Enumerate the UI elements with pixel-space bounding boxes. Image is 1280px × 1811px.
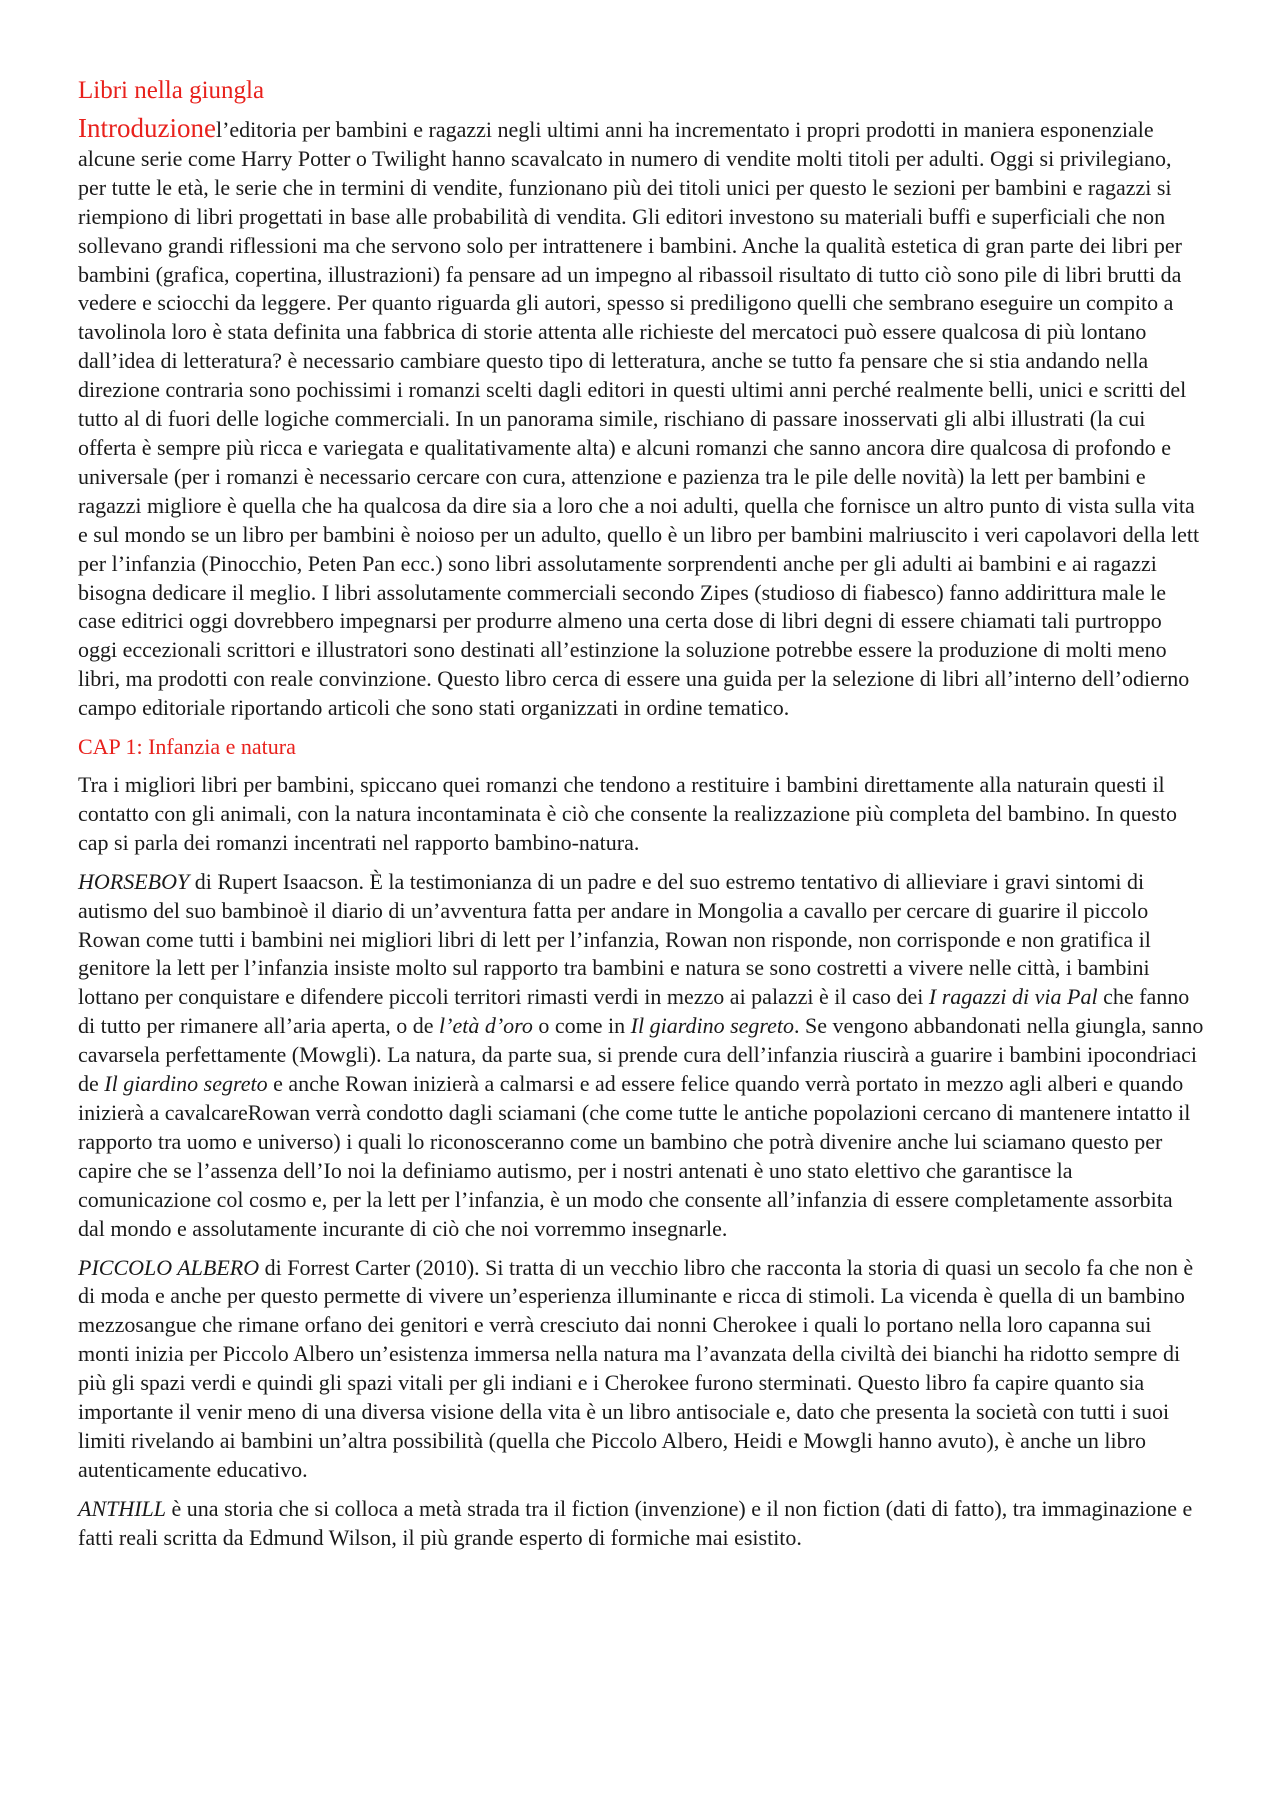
intro-text: l’editoria per bambini e ragazzi negli ultimi anni ha incrementato i propri prodotti in maniera esponenziale alcune serie come Harry Potter o Twilight hanno scavalcato in numero di vendite molti titoli per adulti. Oggi si privilegiano, per tutte le età, le serie che in termini di vendite, funzionano più dei titoli unici per questo le sezioni per bambini e ragazzi si riempiono di libri progettati in base alle probabilità di vendita. Gli editori investono su materiali buffi e superficiali che non sollevano grandi riflessioni ma che servono solo per intrattenere i bambini. Anche la qualità estetica di gran parte dei libri per bambini (grafica, copertina, illustrazioni) fa pensare ad un impegno al ribassoil risultato di tutto ciò sono pile di libri brutti da vedere e sciocchi da leggere. Per quanto riguarda gli autori, spesso si prediligono quelli che sembrano eseguire un compito a tavolinola loro è stata definita una fabbrica di storie attenta alle richieste del mercatoci può essere qualcosa di più lontano dall’idea di letteratura? è necessario cambiare questo tipo di letteratura, anche se tutto fa pensare che si stia andando nella direzione contraria sono pochissimi i romanzi scelti dagli editori in questi ultimi anni perché realmente belli, unici e scritti del tutto al di fuori delle logiche commerciali. In un panorama simile, rischiano di passare inosservati gli albi illustrati (la cui offerta è sempre più ricca e variegata e qualitativamente alta) e alcuni romanzi che sanno ancora dire qualcosa di profondo e universale (per i romanzi è necessario cercare con cura, attenzione e pazienza tra le pile delle novità) la lett per bambini e ragazzi migliore è quella che ha qualcosa da dire sia a loro che a noi adulti, quella che fornisce un altro punto di vista sulla vita e sul mondo se un libro per bambini è noioso per un adulto, quello è un libro per bambini malriuscito i veri capolavori della lett per l’infanzia (Pinocchio, Peten Pan ecc.) sono libri assolutamente sorprendenti anche per gli adulti ai bambini e ai ragazzi bisogna dedicare il meglio. I libri assolutamente commerciali secondo Zipes (studioso di fiabesco) fanno addirittura male le case editrici oggi dovrebbero impegnarsi per produrre almeno una certa dose di libri degni di essere chiamati tali purtroppo oggi eccezionali scrittori e illustratori sono destinati all’estinzione la soluzione potrebbe essere la produzione di molti meno libri, ma prodotti con reale convinzione. Questo libro cerca di essere una guida per la selezione di libri all’interno dell’odierno campo editoriale riportando articoli che sono stati organizzati in ordine tematico. bbox=[78, 117, 1200, 721]
anthill-title: ANTHILL bbox=[78, 1495, 167, 1521]
horseboy-text-4: . Se vengono abbandonati nella giungla, sanno cavarsela perfettamente (Mowgli). La natura, da parte sua, si prende cura dell’infanzia riuscirà a guarire i bambini ipocondriaci de bbox=[78, 1013, 1204, 1097]
ref-eta-doro: l’età d’oro bbox=[439, 1013, 533, 1039]
horseboy-title: HORSEBOY bbox=[78, 868, 190, 894]
piccolo-albero-text: di Forrest Carter (2010). Si tratta di un vecchio libro che racconta la storia di quasi un secolo fa che non è di moda e anche per questo permette di vivere un’esperienza illuminante e ricca di stimoli. La vicenda è quella di un bambino mezzosangue che rimane orfano dei genitori e verrà cresciuto dai nonni Cherokee i quali lo portano nella loro capanna sui monti inizia per Piccolo Albero un’esistenza immersa nella natura ma l’avanzata della civiltà dei bianchi ha ridotto sempre di più gli spazi verdi e quindi gli spazi vitali per gli indiani e i Cherokee furono sterminati. Questo libro fa capire quanto sia importante il venir meno di una diversa visione della vita è un libro antisociale e, dato che presenta la società con tutti i suoi limiti rivelando ai bambini un’altra possibilità (quella che Piccolo Albero, Heidi e Mowgli hanno avuto), è anche un libro autenticamente educativo. bbox=[78, 1254, 1194, 1482]
horseboy-text-2: che fanno di tutto per rimanere all’aria aperta, o de bbox=[78, 984, 1190, 1039]
intro-lead-word: Introduzione bbox=[78, 113, 216, 143]
anthill-text: è una storia che si colloca a metà strada tra il fiction (invenzione) e il non fiction (dati di fatto), tra immaginazione e fatti reali scritta da Edmund Wilson, il più grande esperto di formiche mai esistito. bbox=[78, 1495, 1193, 1550]
anthill-paragraph bbox=[78, 1495, 1204, 1553]
horseboy-text-3: o come in bbox=[532, 1013, 631, 1039]
horseboy-text-1: di Rupert Isaacson. È la testimonianza di un padre e del suo estremo tentativo di allieviare i gravi sintomi di autismo del suo bambinoè il diario di un’avventura fatta per andare in Mongolia a cavallo per cercare di guarire il piccolo Rowan come tutti i bambini nei migliori libri di lett per l’infanzia, Rowan non risponde, non corrisponde e non gratifica il genitore la lett per l’infanzia insiste molto sul rapporto tra bambini e natura se sono costretti a vivere nelle città, i bambini lottano per conquistare e difendere piccoli territori rimasti verdi in mezzo ai palazzi è il caso dei bbox=[78, 868, 1151, 1010]
piccolo-albero-title: PICCOLO ALBERO bbox=[78, 1254, 260, 1280]
intro-paragraph bbox=[78, 114, 1204, 723]
piccolo-albero-paragraph bbox=[78, 1254, 1204, 1485]
horseboy-text-5: e anche Rowan inizierà a calmarsi e ad essere felice quando verrà portato in mezzo agli alberi e quando inizierà a cavalcareRowan verrà condotto dagli sciamani (che come tutte le antiche popolazioni cercano di mantenere intatto il rapporto tra uomo e universo) i quali lo riconosceranno come un bambino che potrà divenire anche lui sciamano questo per capire che se l’assenza dell’Io noi la definiamo autismo, per i nostri antenati è uno stato elettivo che garantisce la comunicazione col cosmo e, per la lett per l’infanzia, è un modo che consente all’infanzia di essere completamente assorbita dal mondo e assolutamente incurante di ciò che noi vorremmo insegnarle. bbox=[78, 1071, 1191, 1241]
document-title: Libri nella giungla bbox=[78, 77, 265, 104]
ref-giardino-segreto-1: Il giardino segreto bbox=[630, 1013, 795, 1039]
horseboy-paragraph bbox=[78, 868, 1204, 1244]
ref-giardino-segreto-2: Il giardino segreto bbox=[104, 1071, 268, 1097]
chapter-1-intro: Tra i migliori libri per bambini, spiccano quei romanzi che tendono a restituire i bambini direttamente alla naturain questi il contatto con gli animali, con la natura incontaminata è ciò che consente la realizzazione più completa del bambino. In questo cap si parla dei romanzi incentrati nel rapporto bambino-natura. bbox=[78, 772, 1177, 855]
ref-ragazzi-via-pal: I ragazzi di via Pal bbox=[928, 984, 1098, 1010]
chapter-1-heading: CAP 1: Infanzia e natura bbox=[78, 734, 296, 760]
